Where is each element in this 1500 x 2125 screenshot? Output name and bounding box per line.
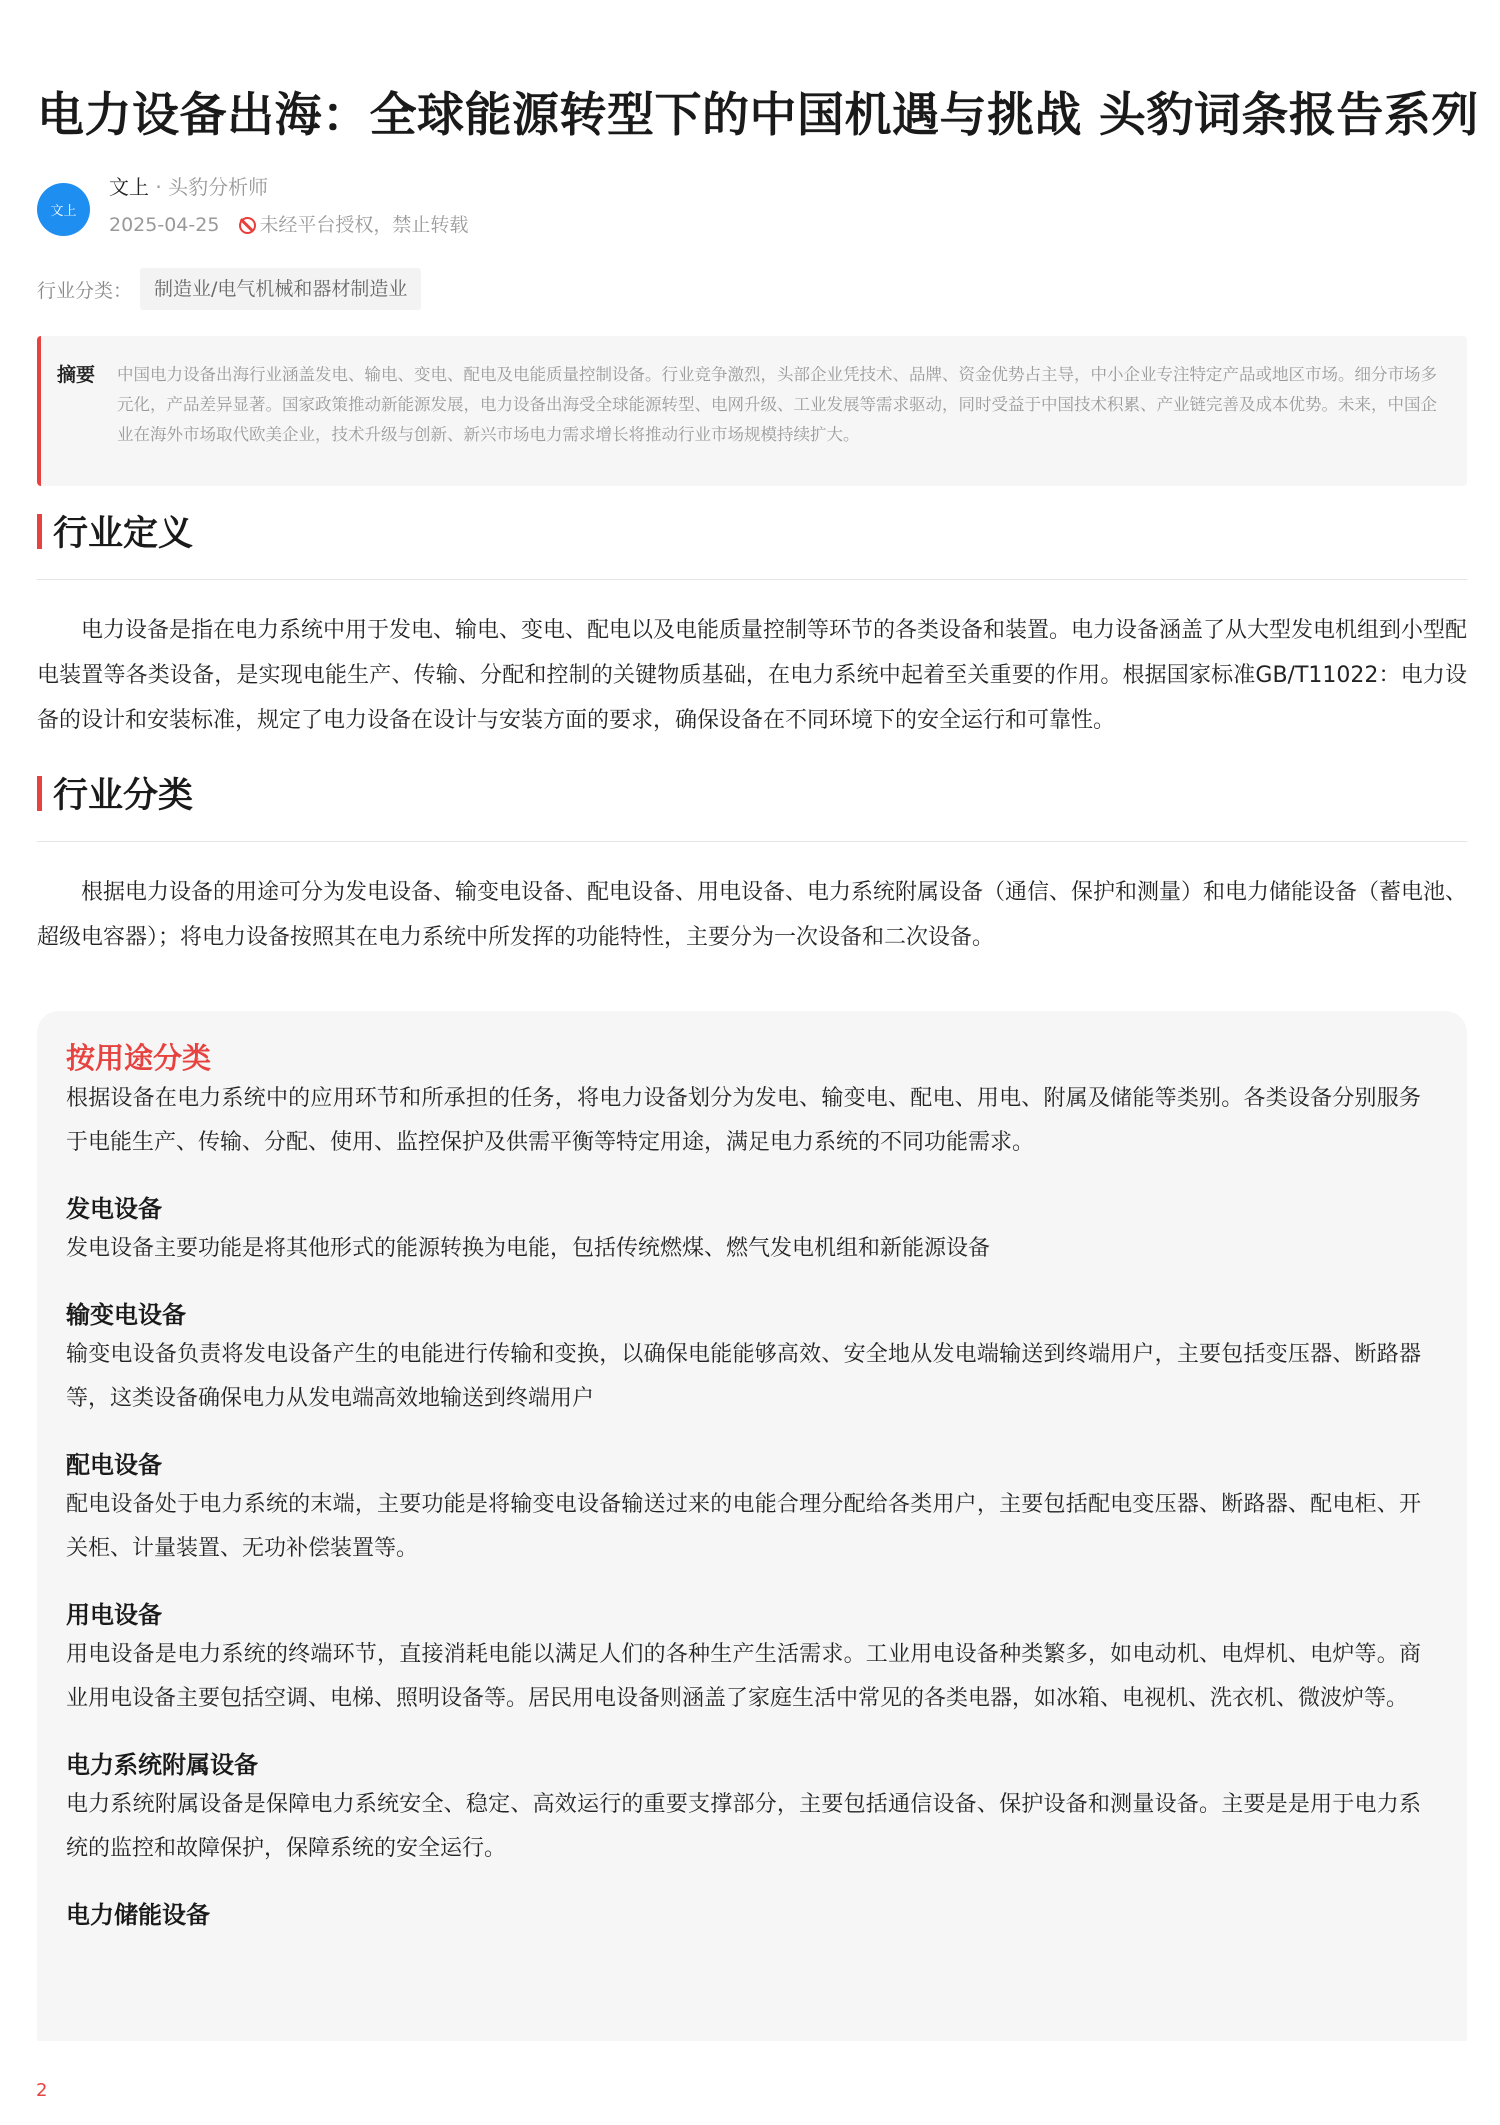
avatar[interactable]: 文上 xyxy=(37,183,90,236)
card-title: 按用途分类 xyxy=(66,1041,212,1075)
category-title: 发电设备 xyxy=(66,1195,162,1223)
author-name[interactable]: 文上 xyxy=(109,175,149,199)
section-text-definition: 电力设备是指在电力系统中用于发电、输电、变电、配电以及电能质量控制等环节的各类设备和装置。电力设备涵盖了从大型发电机组到小型配电装置等各类设备，是实现电能生产、传输、分配和控制的关键物质基础，在电力系统中起着至关重要的作用。根据国家标准GB/T11022：电力设备的设计和安装标准，规定了电力设备在设计与安装方面的要求，确保设备在不同环境下的安全运行和可靠性。 xyxy=(37,618,1468,733)
copyright-notice: 未经平台授权，禁止转载 xyxy=(259,214,469,236)
section-classification xyxy=(37,773,1467,960)
category-text: 配电设备处于电力系统的末端，主要功能是将输变电设备输送过来的电能合理分配给各类用户，主要包括配电变压器、断路器、配电柜、开关柜、计量装置、无功补偿装置等。 xyxy=(66,1492,1421,1561)
category-text: 用电设备是电力系统的终端环节，直接消耗电能以满足人们的各种生产生活需求。工业用电设备种类繁多，如电动机、电焊机、电炉等。商业用电设备主要包括空调、电梯、照明设备等。居民用电设备则涵盖了家庭生活中常见的各类电器，如冰箱、电视机、洗衣机、微波炉等。 xyxy=(66,1642,1421,1711)
section-accent-bar xyxy=(37,514,42,549)
category-text: 电力系统附属设备是保障电力系统安全、稳定、高效运行的重要支撑部分，主要包括通信设备、保护设备和测量设备。主要是是用于电力系统的监控和故障保护，保障系统的安全运行。 xyxy=(66,1792,1421,1861)
category-title: 用电设备 xyxy=(66,1601,162,1629)
author-role: · 头豹分析师 xyxy=(155,175,269,199)
industry-tag[interactable]: 制造业/电气机械和器材制造业 xyxy=(140,268,421,310)
abstract-label: 摘要 xyxy=(57,364,96,386)
category-title: 电力系统附属设备 xyxy=(66,1751,258,1779)
category-title: 电力储能设备 xyxy=(66,1901,210,1929)
section-divider xyxy=(37,579,1467,580)
author-name-line xyxy=(109,172,468,202)
section-heading xyxy=(37,773,1467,816)
author-block xyxy=(37,172,1467,242)
industry-classification xyxy=(37,268,1467,310)
report-page xyxy=(37,0,1479,960)
author-meta-line xyxy=(109,212,468,238)
page-number: 2 xyxy=(36,2080,48,2101)
abstract-box xyxy=(37,336,1467,486)
section-heading xyxy=(37,511,1467,554)
author-info xyxy=(109,172,468,238)
category-text: 输变电设备负责将发电设备产生的电能进行传输和变换，以确保电能能够高效、安全地从发电端输送到终端用户，主要包括变压器、断路器等，这类设备确保电力从发电端高效地输送到终端用户 xyxy=(66,1342,1421,1411)
usage-classification-card xyxy=(37,1011,1467,2041)
card-intro: 根据设备在电力系统中的应用环节和所承担的任务，将电力设备划分为发电、输变电、配电、用电、附属及储能等类别。各类设备分别服务于电能生产、传输、分配、使用、监控保护及供需平衡等特定用途，满足电力系统的不同功能需求。 xyxy=(66,1086,1421,1155)
page-title: 电力设备出海：全球能源转型下的中国机遇与挑战 头豹词条报告系列 xyxy=(37,88,1479,143)
section-divider xyxy=(37,841,1467,842)
section-title-definition: 行业定义 xyxy=(53,514,194,554)
prohibited-icon xyxy=(239,217,256,234)
category-title: 输变电设备 xyxy=(66,1301,186,1329)
section-title-classification: 行业分类 xyxy=(53,776,194,816)
section-text-classification: 根据电力设备的用途可分为发电设备、输变电设备、配电设备、用电设备、电力系统附属设备（通信、保护和测量）和电力储能设备（蓄电池、超级电容器）；将电力设备按照其在电力系统中所发挥的功能特性，主要分为一次设备和二次设备。 xyxy=(37,880,1468,950)
section-accent-bar xyxy=(37,776,42,811)
section-definition xyxy=(37,511,1467,743)
industry-label: 行业分类： xyxy=(37,279,133,302)
category-title: 配电设备 xyxy=(66,1451,162,1479)
abstract-text: 中国电力设备出海行业涵盖发电、输电、变电、配电及电能质量控制设备。行业竞争激烈，头部企业凭技术、品牌、资金优势占主导，中小企业专注特定产品或地区市场。细分市场多元化，产品差异显著。国家政策推动新能源发展，电力设备出海受全球能源转型、电网升级、工业发展等需求驱动，同时受益于中国技术积累、产业链完善及成本优势。未来，中国企业在海外市场取代欧美企业，技术升级与创新、新兴市场电力需求增长将推动行业市场规模持续扩大。 xyxy=(117,365,1437,444)
category-text: 发电设备主要功能是将其他形式的能源转换为电能，包括传统燃煤、燃气发电机组和新能源设备 xyxy=(66,1236,991,1261)
publish-date: 2025-04-25 xyxy=(109,214,220,236)
